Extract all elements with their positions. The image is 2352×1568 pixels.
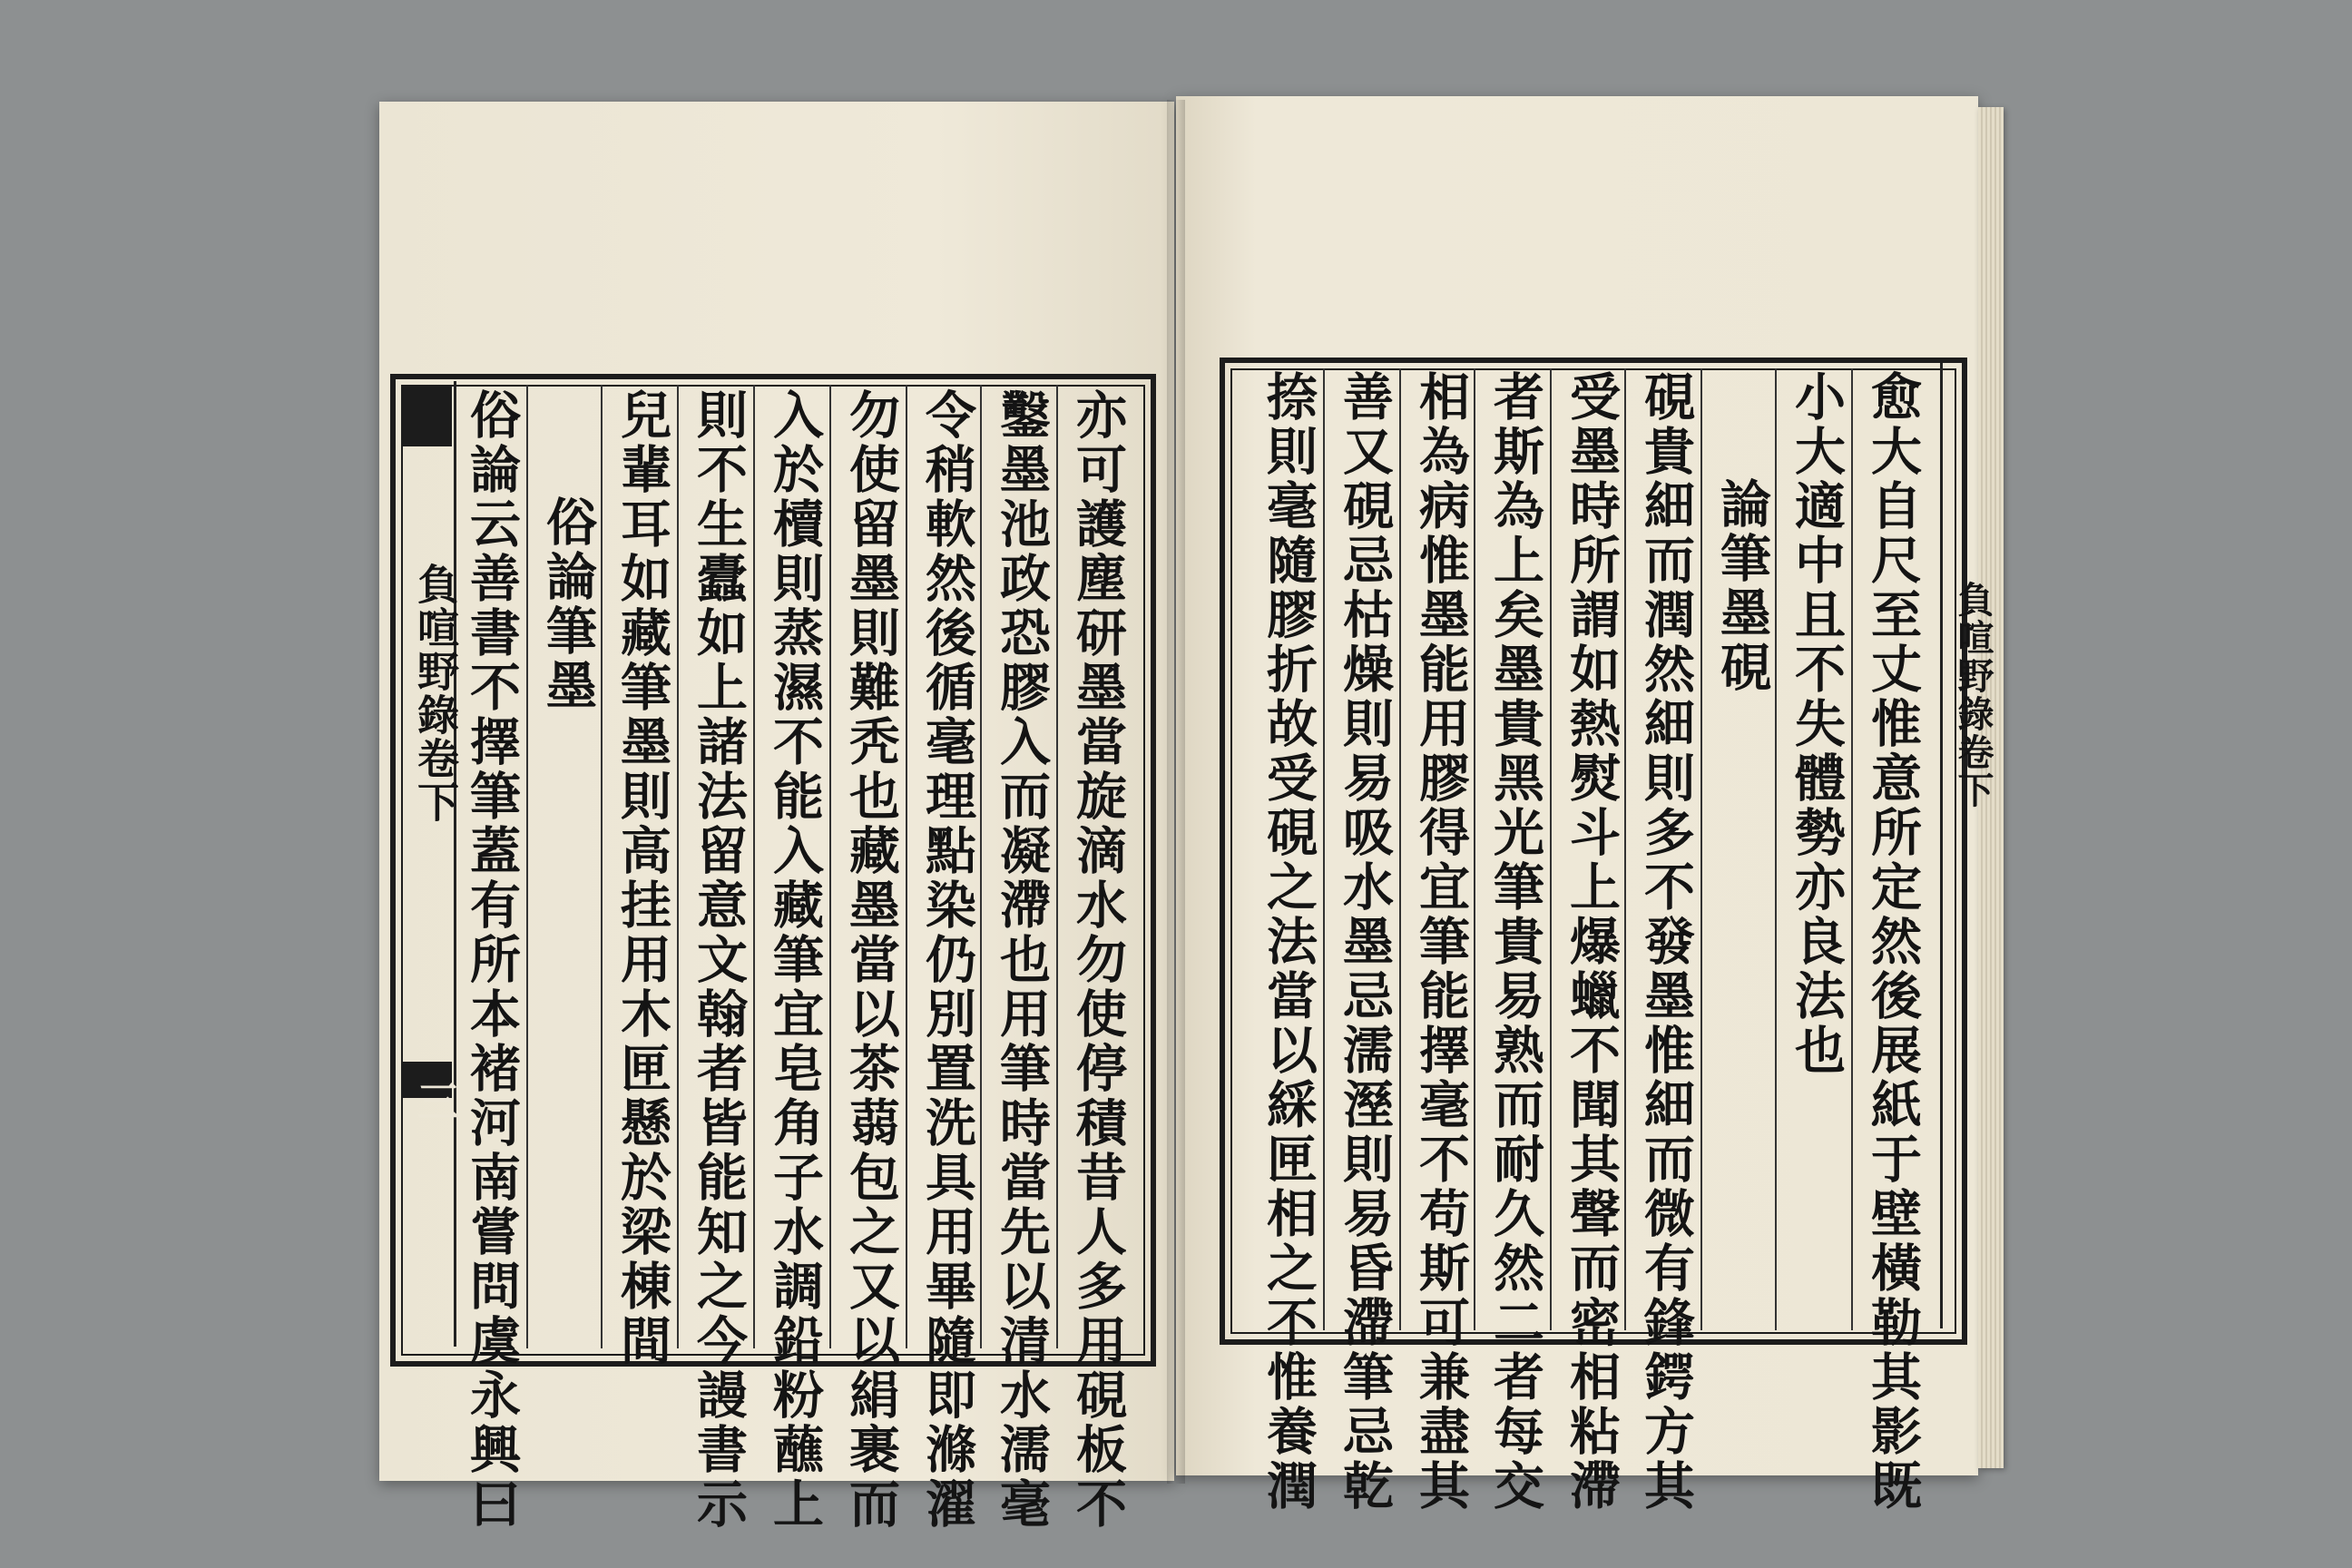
right-col-4: 硯貴細而潤然細則多不發墨惟細而微有鋒鍔方其 xyxy=(1636,370,1696,1514)
right-col-8: 善又硯忌枯燥則易吸水墨忌濡溼則易昏滯筆忌乾 xyxy=(1335,370,1395,1514)
left-rule-4 xyxy=(829,385,831,1348)
right-rule-1 xyxy=(1851,368,1853,1330)
left-rule-5 xyxy=(753,385,755,1348)
left-margin-strip xyxy=(399,381,456,1347)
right-rule-7 xyxy=(1399,368,1401,1330)
left-rule-6 xyxy=(677,385,679,1348)
left-margin-page-number: 三 xyxy=(411,1080,460,1123)
right-col-2: 小大適中且不失體勢亦良法也 xyxy=(1787,370,1847,1078)
left-col-1: 亦可護塵研墨當旋滴水勿使停積昔人多用硯板不 xyxy=(1068,388,1128,1532)
right-col-1: 愈大自尺至丈惟意所定然後展紙于壁橫勒其影既 xyxy=(1863,370,1923,1514)
left-margin-title: 負喧野錄卷下 xyxy=(411,563,460,824)
left-col-5: 入於櫝則蒸濕不能入藏筆宜皂角子水調鉛粉蘸上 xyxy=(765,388,825,1532)
right-rule-3 xyxy=(1700,368,1702,1330)
right-margin-title: 負喧野錄卷下 xyxy=(1952,581,1994,809)
right-rule-2 xyxy=(1775,368,1777,1330)
right-col-3-heading: 論筆墨硯 xyxy=(1712,477,1772,695)
left-col-9: 俗論云善書不擇筆蓋有所本褚河南嘗問虞永興曰 xyxy=(462,388,522,1532)
fish-tail-mark xyxy=(401,385,452,446)
left-col-8-heading: 俗論筆墨 xyxy=(538,495,598,713)
left-col-7: 兒輩耳如藏筆墨則高挂用木匣懸於梁棟間 xyxy=(612,388,672,1368)
right-col-5: 受墨時所謂如熱熨斗上爆蠟不聞其聲而密相粘滯 xyxy=(1562,370,1622,1514)
right-rule-5 xyxy=(1550,368,1552,1330)
left-rule-3 xyxy=(906,385,907,1348)
right-margin-strip xyxy=(1940,363,1984,1328)
right-col-7: 相為病惟墨能用膠得宜筆能擇毫不苟斯可兼盡其 xyxy=(1411,370,1471,1514)
right-col-6: 者斯為上矣墨貴黑光筆貴易熟而耐久然二者每交 xyxy=(1485,370,1545,1514)
book-gutter xyxy=(1167,100,1185,1484)
right-rule-4 xyxy=(1624,368,1626,1330)
left-rule-7 xyxy=(601,385,603,1348)
right-col-9: 捺則毫隨膠折故受硯之法當以綵匣相之不惟養潤 xyxy=(1259,370,1318,1514)
left-rule-2 xyxy=(980,385,982,1348)
left-rule-1 xyxy=(1056,385,1058,1348)
right-rule-8 xyxy=(1323,368,1325,1330)
left-col-3: 令稍軟然後循毫理點染仍別置洗具用畢隨即滌濯 xyxy=(917,388,977,1532)
left-col-4: 勿使留墨則難秃也藏墨當以茶蒻包之又以絹裹而 xyxy=(841,388,901,1532)
left-col-2: 鑿墨池政恐膠入而凝滯也用筆時當先以清水濡毫 xyxy=(992,388,1052,1532)
right-rule-6 xyxy=(1474,368,1475,1330)
left-rule-8 xyxy=(526,385,528,1348)
left-col-6: 則不生蠹如上諸法留意文翰者皆能知之今謾書示 xyxy=(689,388,749,1532)
